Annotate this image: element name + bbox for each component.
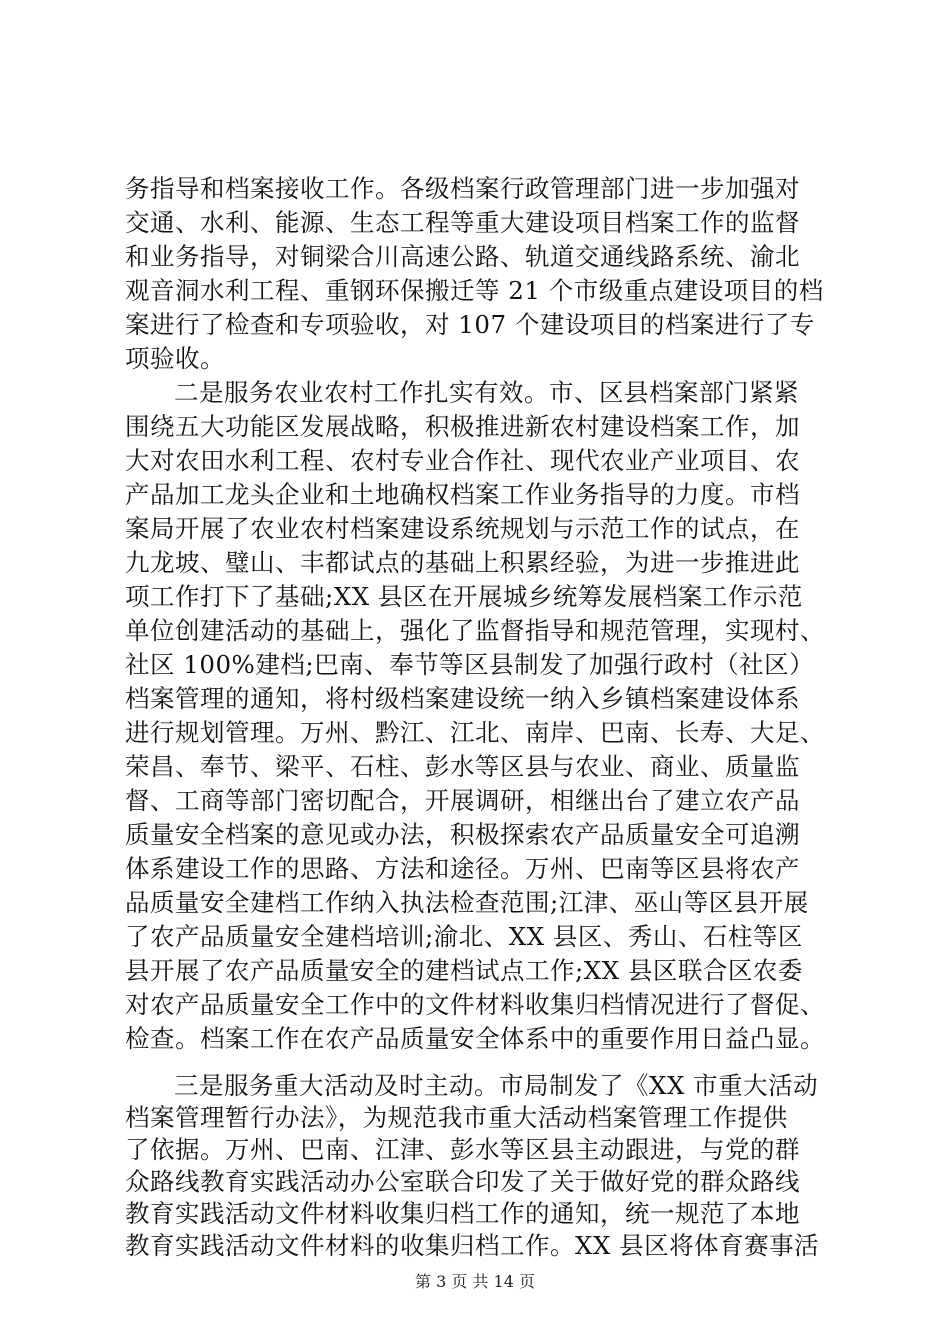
page-number-footer: 第 3 页 共 14 页 (415, 1272, 535, 1291)
text-line: 县开展了农产品质量安全的建档试点工作;XX 县区联合区农委 (125, 956, 803, 985)
text-line: 档案管理的通知，将村级档案建设统一纳入乡镇档案建设体系 (125, 684, 800, 713)
text-line: 对农产品质量安全工作中的文件材料收集归档情况进行了督促、 (125, 990, 825, 1019)
text-line: 大对农田水利工程、农村专业合作社、现代农业产业项目、农 (125, 446, 800, 475)
text-line: 了农产品质量安全建档培训;渝北、XX 县区、秀山、石柱等区 (125, 922, 803, 951)
text-line: 进行规划管理。万州、黔江、江北、南岸、巴南、长寿、大足、 (125, 718, 825, 747)
text-line: 品质量安全建档工作纳入执法检查范围;江津、巫山等区县开展 (125, 888, 809, 917)
text-line: 项工作打下了基础;XX 县区在开展城乡统筹发展档案工作示范 (125, 582, 803, 611)
text-line: 档案管理暂行办法》，为规范我市重大活动档案管理工作提供 (125, 1103, 788, 1132)
text-line: 交通、水利、能源、生态工程等重大建设项目档案工作的监督 (125, 208, 800, 237)
text-line: 督、工商等部门密切配合，开展调研，相继出台了建立农产品 (125, 786, 800, 815)
text-line: 教育实践活动文件材料收集归档工作的通知，统一规范了本地 (125, 1199, 800, 1228)
text-line: 质量安全档案的意见或办法，积极探索农产品质量安全可追溯 (125, 820, 800, 849)
text-line: 检查。档案工作在农产品质量安全体系中的重要作用日益凸显。 (125, 1024, 825, 1053)
text-line: 案进行了检查和专项验收，对 107 个建设项目的档案进行了专 (125, 310, 815, 339)
text-line: 众路线教育实践活动办公室联合印发了关于做好党的群众路线 (125, 1167, 800, 1196)
text-line: 围绕五大功能区发展战略，积极推进新农村建设档案工作，加 (125, 412, 800, 441)
text-line: 二是服务农业农村工作扎实有效。市、区县档案部门紧紧 (174, 378, 799, 407)
text-line: 体系建设工作的思路、方法和途径。万州、巴南等区县将农产 (125, 854, 800, 883)
text-line: 九龙坡、璧山、丰都试点的基础上积累经验，为进一步推进此 (125, 548, 800, 577)
text-line: 三是服务重大活动及时主动。市局制发了《XX 市重大活动 (174, 1071, 819, 1100)
text-line: 案局开展了农业农村档案建设系统规划与示范工作的试点，在 (125, 514, 800, 543)
text-line: 荣昌、奉节、梁平、石柱、彭水等区县与农业、商业、质量监 (125, 752, 800, 781)
text-line: 社区 100%建档;巴南、奉节等区县制发了加强行政村（社区） (125, 650, 815, 679)
text-line: 产品加工龙头企业和土地确权档案工作业务指导的力度。市档 (125, 480, 800, 509)
text-line: 务指导和档案接收工作。各级档案行政管理部门进一步加强对 (125, 174, 800, 203)
text-line: 和业务指导，对铜梁合川高速公路、轨道交通线路系统、渝北 (125, 242, 800, 271)
text-line: 观音洞水利工程、重钢环保搬迁等 21 个市级重点建设项目的档 (125, 276, 824, 305)
text-line: 教育实践活动文件材料的收集归档工作。XX 县区将体育赛事活 (125, 1231, 820, 1260)
text-line: 了依据。万州、巴南、江津、彭水等区县主动跟进，与党的群 (125, 1135, 800, 1164)
text-line: 单位创建活动的基础上，强化了监督指导和规范管理，实现村、 (125, 616, 825, 645)
text-line: 项验收。 (125, 344, 225, 373)
